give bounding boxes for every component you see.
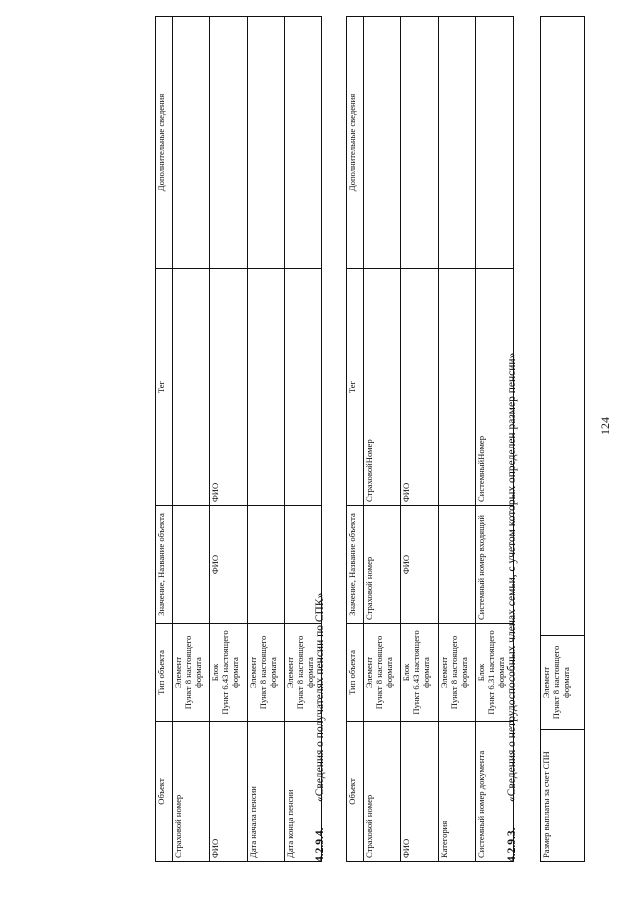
section-number: 4.2.9.4. xyxy=(314,827,326,862)
table-row xyxy=(364,17,401,862)
cell-value xyxy=(285,506,322,624)
section-2-table xyxy=(155,16,322,862)
cell-tag xyxy=(248,269,285,506)
section-title: «Сведения о получателях пенсии по СПК» xyxy=(314,592,326,802)
header-type: Тип объекта xyxy=(347,624,364,722)
cell-tag: СистемныйНомер xyxy=(476,269,514,506)
table-row xyxy=(285,17,322,862)
cell-tag xyxy=(285,269,322,506)
cell-object: Страховой номер xyxy=(364,722,401,862)
table-row xyxy=(210,17,248,862)
cell-object: Категория xyxy=(439,722,476,862)
top-table-block xyxy=(540,0,585,862)
cell-extra xyxy=(210,17,248,269)
table-row xyxy=(173,17,210,862)
header-value: Значение, Название объекта xyxy=(347,506,364,624)
cell-tag xyxy=(173,269,210,506)
cell-extra xyxy=(476,17,514,269)
table-row xyxy=(439,17,476,862)
cell-empty xyxy=(541,17,585,636)
header-tag: Тег xyxy=(347,269,364,506)
cell-type: Элемент Пункт 8 настоящего формата xyxy=(541,636,585,730)
table-header-row xyxy=(156,17,173,862)
cell-extra xyxy=(173,17,210,269)
cell-value: Системный номер входящий xyxy=(476,506,514,624)
cell-extra xyxy=(439,17,476,269)
cell-tag: СтраховойНомер xyxy=(364,269,401,506)
table-row xyxy=(541,17,585,862)
table-row xyxy=(476,17,514,862)
cell-object: ФИО xyxy=(210,722,248,862)
cell-extra xyxy=(364,17,401,269)
header-type: Тип объекта xyxy=(156,624,173,722)
section-number: 4.2.9.3. xyxy=(506,827,518,862)
cell-type: Блок Пункт 6.31 настоящего формата xyxy=(476,624,514,722)
page-number: 124 xyxy=(598,417,612,435)
cell-type: Блок Пункт 6.43 настоящего формата xyxy=(401,624,439,722)
cell-object: Системный номер документа xyxy=(476,722,514,862)
header-extra: Дополнительные сведения xyxy=(347,17,364,269)
section-title: «Сведения о нетрудоспособных членах семьи, с учетом которых определен размер пенсии» xyxy=(506,352,518,802)
section-2-table-block xyxy=(155,0,322,862)
table-row xyxy=(401,17,439,862)
cell-value: ФИО xyxy=(401,506,439,624)
cell-value: Страховой номер xyxy=(364,506,401,624)
header-value: Значение, Название объекта xyxy=(156,506,173,624)
cell-type: Элемент Пункт 8 настоящего формата xyxy=(248,624,285,722)
cell-type: Элемент Пункт 8 настоящего формата xyxy=(439,624,476,722)
header-object: Объект xyxy=(347,722,364,862)
cell-tag: ФИО xyxy=(210,269,248,506)
header-tag: Тег xyxy=(156,269,173,506)
cell-value xyxy=(439,506,476,624)
cell-value xyxy=(173,506,210,624)
table-row xyxy=(248,17,285,862)
cell-object: ФИО xyxy=(401,722,439,862)
cell-extra xyxy=(285,17,322,269)
cell-type: Элемент Пункт 8 настоящего формата xyxy=(285,624,322,722)
cell-extra xyxy=(401,17,439,269)
cell-extra xyxy=(248,17,285,269)
section-1-table xyxy=(346,16,514,862)
table-header-row xyxy=(347,17,364,862)
section-1-table-block xyxy=(346,0,514,862)
cell-tag: ФИО xyxy=(401,269,439,506)
cell-type: Элемент Пункт 8 настоящего формата xyxy=(173,624,210,722)
cell-tag xyxy=(439,269,476,506)
cell-object: Страховой номер xyxy=(173,722,210,862)
cell-value xyxy=(248,506,285,624)
cell-value: ФИО xyxy=(210,506,248,624)
header-extra: Дополнительные сведения xyxy=(156,17,173,269)
cell-type: Элемент Пункт 8 настоящего формата xyxy=(364,624,401,722)
cell-type: Блок Пункт 6.43 настоящего формата xyxy=(210,624,248,722)
cell-object: Дата начала пенсии xyxy=(248,722,285,862)
cell-object: Размер выплаты за счет СПН xyxy=(541,730,585,862)
top-table xyxy=(540,16,585,862)
cell-object: Дата конца пенсии xyxy=(285,722,322,862)
header-object: Объект xyxy=(156,722,173,862)
